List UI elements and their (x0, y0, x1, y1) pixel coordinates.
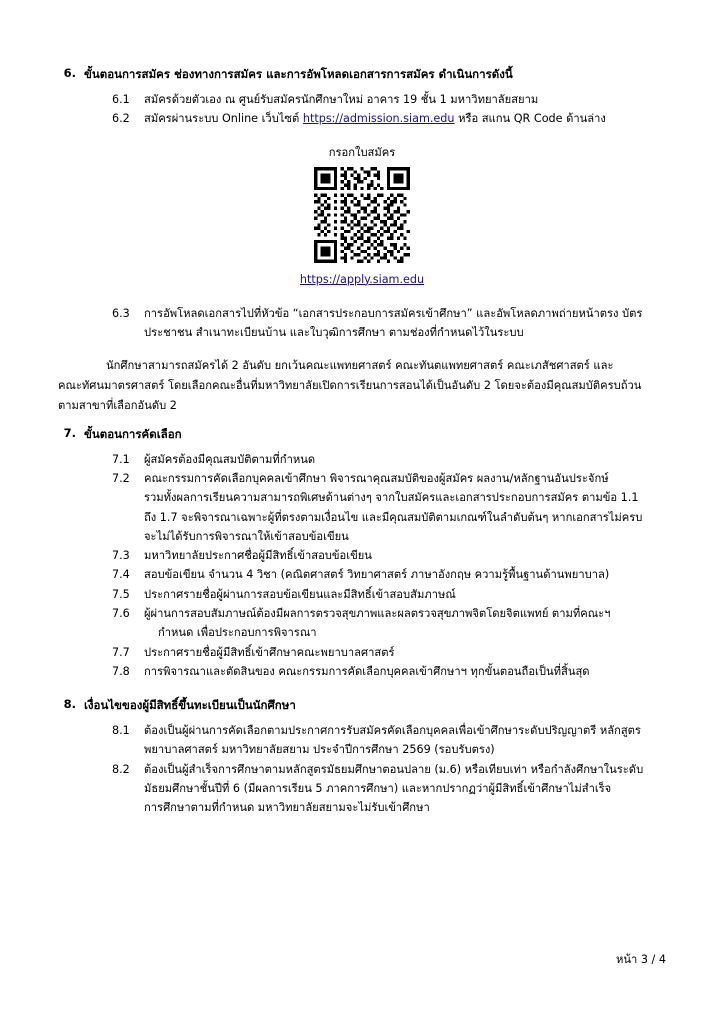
item-6-2-text-tail: หรือ สแกน QR Code ด้านล่าง (454, 112, 606, 126)
page-footer: หน้า 3 / 4 (616, 953, 666, 966)
item-7-2-line-3: ถึง 1.7 จะพิจารณาเฉพาะผู้ที่ตรงตามเงื่อนไข และมีคุณสมบัติตามเกณฑ์ในลำดับต้นๆ หากเอกสารไม่ครบ (144, 510, 643, 524)
item-7-8-text: การพิจารณาและตัดสินของ คณะกรรมการคัดเลือกบุคคลเข้าศึกษาฯ ทุกขั้นตอนถือเป็นที่สิ้นสุด (144, 664, 590, 678)
item-8-1-number: 8.1 (112, 724, 130, 738)
item-6-1 (110, 90, 666, 109)
item-7-1-number: 7.1 (112, 452, 130, 466)
note-paragraph (58, 356, 666, 416)
item-7-5 (110, 585, 666, 604)
item-7-2-text (144, 469, 666, 546)
section-7-title: ขั้นตอนการคัดเลือก (84, 426, 182, 441)
item-6-3-text (144, 304, 666, 343)
item-7-7-number: 7.7 (112, 645, 130, 659)
item-8-2-line-1: ต้องเป็นผู้สำเร็จการศึกษาตามหลักสูตรมัธยมศึกษาตอนปลาย (ม.6) หรือเทียบเท่า หรือกำลังศึกษาในระดับ (144, 762, 644, 776)
qr-caption: กรอกใบสมัคร (328, 145, 396, 159)
item-7-3-number: 7.3 (112, 549, 130, 563)
item-7-1-text: ผู้สมัครต้องมีคุณสมบัติตามที่กำหนด (144, 452, 316, 466)
item-7-2-number: 7.2 (112, 472, 130, 486)
item-7-4-text: สอบข้อเขียน จำนวน 4 วิชา (คณิตศาสตร์ วิทยาศาสตร์ ภาษาอังกฤษ ความรู้พื้นฐานด้านพยาบาล) (144, 568, 610, 582)
qr-code-icon (314, 167, 410, 263)
item-6-2-number: 6.2 (112, 112, 130, 126)
section-8-number: 8. (63, 697, 76, 712)
item-6-1-text: สมัครด้วยตัวเอง ณ ศูนย์รับสมัครนักศึกษาใหม่ อาคาร 19 ชั้น 1 มหาวิทยาลัยสยาม (144, 93, 539, 106)
admission-site-link[interactable]: https://admission.siam.edu (302, 112, 455, 126)
item-8-2-line-3: การศึกษาตามที่กำหนด มหาวิทยาลัยสยามจะไม่รับเข้าศึกษา (144, 801, 430, 815)
item-7-2 (110, 469, 666, 546)
item-6-1-number: 6.1 (112, 93, 130, 106)
item-7-8 (110, 662, 666, 681)
item-6-2 (110, 109, 666, 128)
item-8-2-number: 8.2 (112, 762, 130, 776)
section-6-title: ขั้นตอนการสมัคร ช่องทางการสมัคร และการอัพโหลดเอกสารการสมัคร ดำเนินการดังนี้ (84, 67, 513, 81)
section-8-title: เงื่อนไขของผู้มีสิทธิ์ขึ้นทะเบียนเป็นนักศึกษา (84, 698, 296, 713)
item-7-2-line-4: จะไม่ได้รับการพิจารณาให้เข้าสอบข้อเขียน (144, 529, 349, 543)
section-7-number: 7. (63, 425, 76, 440)
item-7-8-number: 7.8 (112, 664, 130, 678)
item-6-2-text (144, 109, 666, 128)
item-6-3 (110, 304, 666, 343)
note-paragraph-line-2: คณะทัศนมาตรศาสตร์ โดยเลือกคณะอื่นที่มหาวิทยาลัยเปิดการเรียนการสอนได้เป็นอันดับ 2 โดยจะต้องมีคุณสมบัติครบถ้วน (58, 379, 642, 392)
item-7-1 (110, 450, 666, 469)
section-6-heading (58, 66, 666, 84)
item-7-6-line-1: ผู้ผ่านการสอบสัมภาษณ์ต้องมีผลการตรวจสุขภาพและผลตรวจสุขภาพจิตโดยจิตแพทย์ ตามที่คณะฯ (144, 607, 611, 620)
section-6-number: 6. (63, 66, 76, 80)
item-7-7-text: ประกาศรายชื่อผู้มีสิทธิ์เข้าศึกษาคณะพยาบาลศาสตร์ (144, 645, 395, 659)
item-8-2-text (144, 760, 666, 818)
apply-site-link[interactable]: https://apply.siam.edu (299, 272, 425, 286)
item-7-6-text (144, 604, 666, 643)
section-7-heading (58, 426, 666, 444)
item-8-1-text (144, 721, 666, 760)
qr-code-wrapper (58, 167, 666, 263)
item-7-5-number: 7.5 (112, 587, 130, 601)
item-8-1-line-2: พยาบาลศาสตร์ มหาวิทยาลัยสยาม ประจำปีการศึกษา 2569 (รอบรับตรง) (144, 743, 495, 757)
item-8-2 (110, 760, 666, 818)
item-8-2-line-2: มัธยมศึกษาชั้นปีที่ 6 (มีผลการเรียน 5 ภาคการศึกษา) และหากปรากฏว่าผู้มีสิทธิ์เข้าศึกษาไม่สำเร็จ (144, 781, 612, 795)
item-8-1 (110, 721, 666, 760)
item-7-3-text: มหาวิทยาลัยประกาศชื่อผู้มีสิทธิ์เข้าสอบข้อเขียน (144, 549, 372, 563)
item-7-2-line-1: คณะกรรมการคัดเลือกบุคคลเข้าศึกษา พิจารณาคุณสมบัติของผู้สมัคร ผลงาน/หลักฐานอันประจักษ์ (144, 472, 609, 486)
item-7-4-number: 7.4 (112, 568, 130, 582)
item-8-1-line-1: ต้องเป็นผู้ผ่านการคัดเลือกตามประกาศการรับสมัครคัดเลือกบุคคลเพื่อเข้าศึกษาระดับปริญญาตรี หลักสูตร (144, 724, 641, 738)
item-7-4 (110, 565, 666, 584)
item-7-5-text: ประกาศรายชื่อผู้ผ่านการสอบข้อเขียนและมีสิทธิ์เข้าสอบสัมภาษณ์ (144, 587, 456, 601)
item-7-6-line-2: กำหนด เพื่อประกอบการพิจารณา (158, 626, 317, 640)
item-7-2-line-2: รวมทั้งผลการเรียนความสามารถพิเศษด้านต่างๆ จากใบสมัครและเอกสารประกอบการสมัคร ตามข้อ 1.1 (144, 491, 639, 505)
note-paragraph-line-1: นักศึกษาสามารถสมัครได้ 2 อันดับ ยกเว้นคณะแพทยศาสตร์ คณะทันตแพทยศาสตร์ คณะเภสัชศาสตร์ และ (106, 359, 614, 373)
apply-link-wrapper (58, 273, 666, 286)
item-7-3 (110, 546, 666, 565)
note-paragraph-line-3: ตามสาขาที่เลือกอันดับ 2 (58, 398, 177, 412)
item-7-6-number: 7.6 (112, 607, 130, 620)
item-6-2-text-lead: สมัครผ่านระบบ Online เว็บไซต์ (144, 112, 303, 126)
item-6-3-line-2: ประชาชน สำเนาทะเบียนบ้าน และใบวุฒิการศึกษา ตามช่องที่กำหนดไว้ในระบบ (144, 325, 524, 339)
item-7-6 (110, 604, 666, 643)
section-8-heading (58, 697, 666, 715)
item-6-3-line-1: การอัพโหลดเอกสารไปที่หัวข้อ “เอกสารประกอบการสมัครเข้าศึกษา” และอัพโหลดภาพถ่ายหน้าตรง บัตร (144, 306, 643, 320)
item-7-7 (110, 643, 666, 662)
item-6-3-number: 6.3 (112, 306, 130, 320)
